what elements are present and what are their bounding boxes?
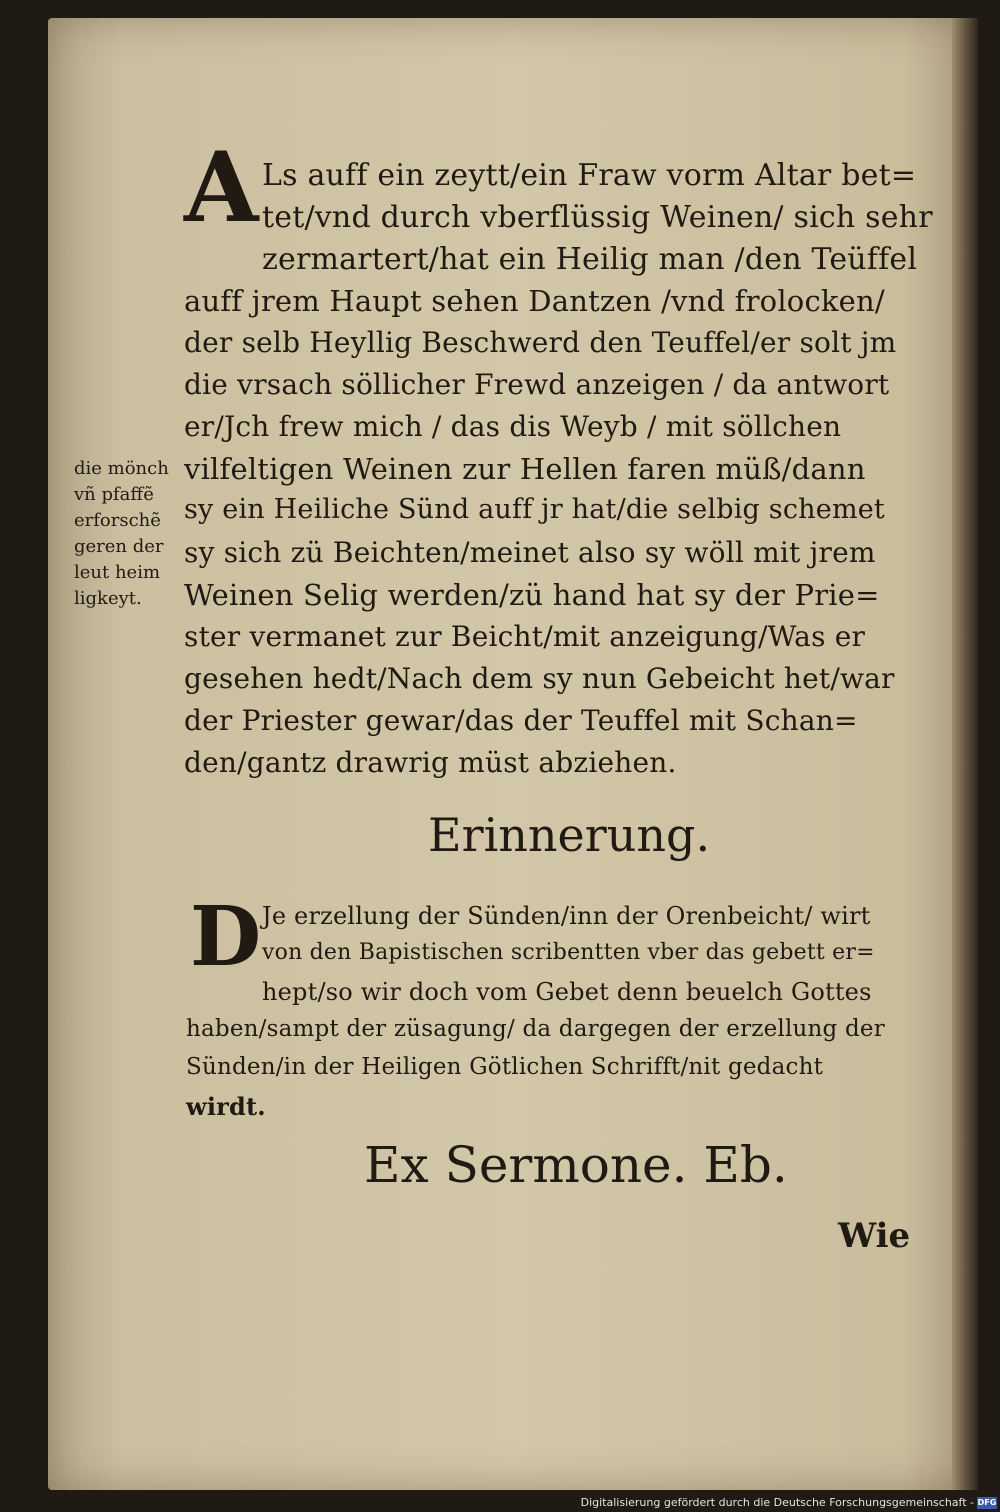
reminder-line: haben/sampt der züsagung/ da dargegen der erzellung der [186, 1016, 885, 1042]
reminder-line: Je erzellung der Sünden/inn der Orenbeicht/ wirt [262, 902, 871, 930]
story-line: gesehen hedt/Nach dem sy nun Gebeicht het/war [184, 662, 895, 695]
story-line: tet/vnd durch vberflüssig Weinen/ sich sehr [262, 200, 933, 235]
section-heading: Erinnerung. [428, 808, 711, 862]
reminder-line: wirdt. [186, 1092, 266, 1121]
footer-bar [0, 1492, 1000, 1512]
story-line: er/Jch frew mich / das dis Weyb / mit söllchen [184, 410, 842, 443]
margin-note-line: geren der [74, 536, 164, 557]
story-line: vilfeltigen Weinen zur Hellen faren müß/dann [184, 452, 866, 486]
reminder-initial: D [190, 889, 262, 985]
story-line: zermartert/hat ein Heilig man /den Teüffel [262, 242, 918, 277]
margin-note-line: vñ pfaffẽ [74, 484, 154, 505]
margin-note-line: leut heim [74, 562, 161, 583]
story-line: Ls auff ein zeytt/ein Fraw vorm Altar bet= [262, 158, 917, 193]
margin-note-line: erforschẽ [74, 510, 161, 531]
margin-note-line: ligkeyt. [74, 588, 142, 609]
source-citation: Ex Sermone. Eb. [364, 1136, 788, 1194]
story-line: der selb Heyllig Beschwerd den Teuffel/er solt jm [184, 326, 897, 359]
story-line: Weinen Selig werden/zü hand hat sy der Prie= [184, 578, 880, 612]
margin-note-line: die mönch [74, 458, 169, 479]
dfg-logo-icon: DFG [977, 1498, 997, 1507]
story-line: der Priester gewar/das der Teuffel mit Schan= [184, 704, 858, 737]
catchword: Wie [838, 1216, 911, 1256]
reminder-line: hept/so wir doch vom Gebet denn beuelch Gottes [262, 978, 872, 1006]
footer-text: Digitalisierung gefördert durch die Deutsche Forschungsgemeinschaft - [580, 1496, 974, 1509]
story-line: ster vermanet zur Beicht/mit anzeigung/Was er [184, 620, 866, 653]
reminder-line: von den Bapistischen scribentten vber das gebett er= [262, 940, 875, 965]
story-line: die vrsach söllicher Frewd anzeigen / da antwort [184, 368, 890, 401]
book-spine [952, 18, 978, 1490]
story-line: sy ein Heiliche Sünd auff jr hat/die selbig schemet [184, 494, 885, 525]
reminder-line: Sünden/in der Heiligen Götlichen Schrifft/nit gedacht [186, 1054, 824, 1080]
story-line: den/gantz drawrig müst abziehen. [184, 746, 677, 779]
story-line: auff jrem Haupt sehen Dantzen /vnd frolocken/ [184, 284, 885, 318]
story-line: sy sich zü Beichten/meinet also sy wöll mit jrem [184, 536, 876, 569]
story-initial: A [184, 131, 259, 244]
